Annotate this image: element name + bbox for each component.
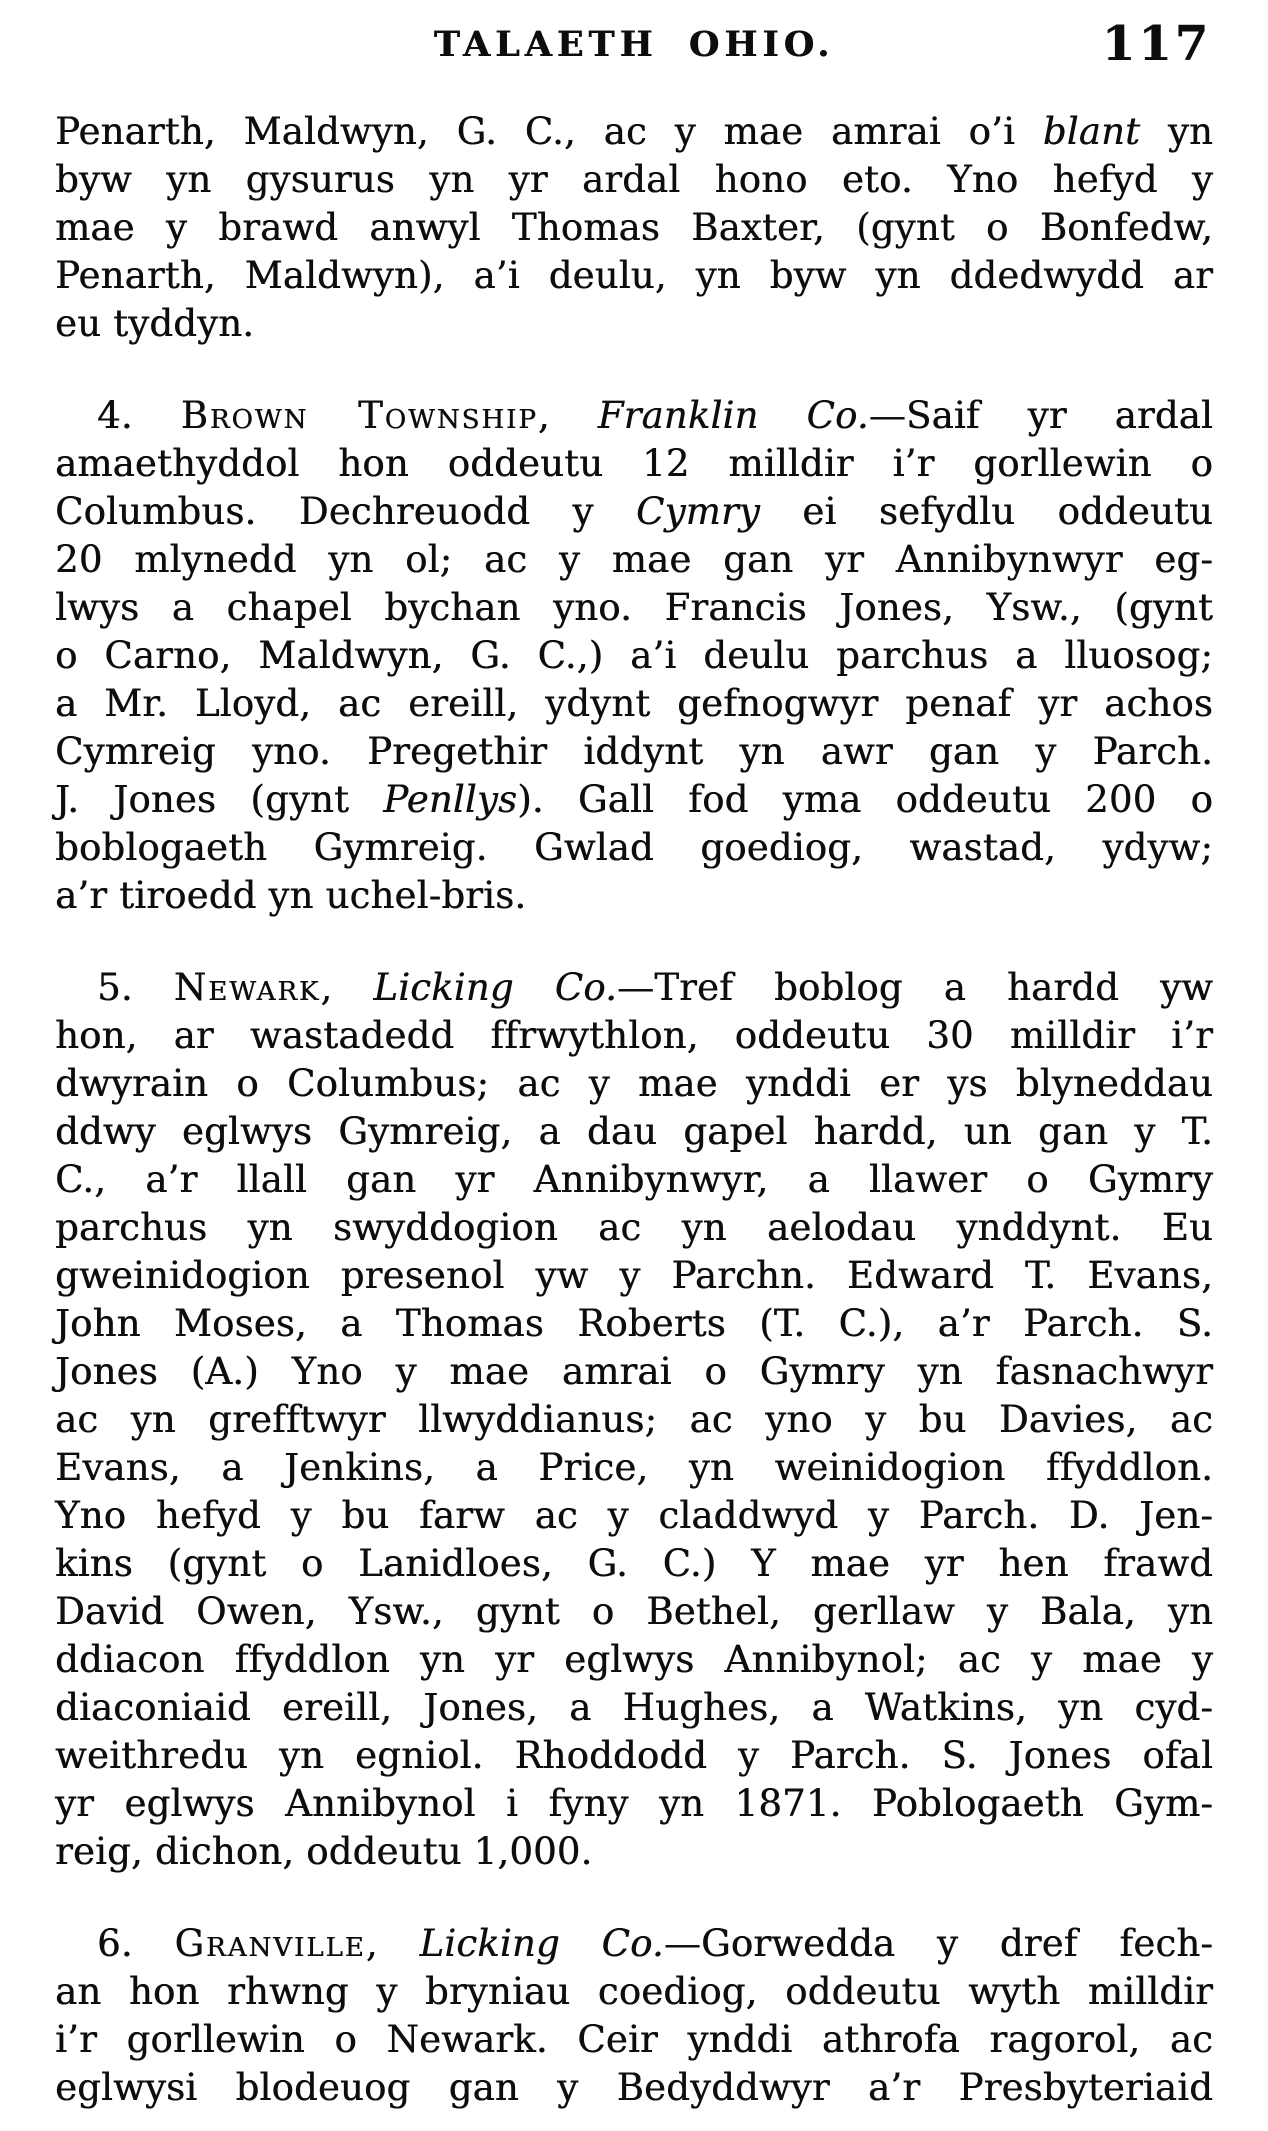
text-line <box>55 1012 1213 1060</box>
body-text: David Owen, Ysw., gynt o Bethel, gerllaw y Bala, yn <box>55 1590 1213 1633</box>
text-line <box>55 1780 1213 1828</box>
text-line <box>55 1828 1213 1876</box>
body-text: o Carno, Maldwyn, G. C.,) a’i deulu parchus a lluosog; <box>55 634 1213 677</box>
body-text: amaethyddol hon oddeutu 12 milldir i’r gorllewin o <box>55 442 1213 485</box>
text-line <box>55 1636 1213 1684</box>
body-text: John Moses, a Thomas Roberts (T. C.), a’r Parch. S. <box>55 1302 1213 1345</box>
text-line <box>55 584 1213 632</box>
paragraph-section-5-newark <box>55 964 1213 1876</box>
text-line <box>55 1348 1213 1396</box>
body-text: hon, ar wastadedd ffrwythlon, oddeutu 30 milldir i’r <box>55 1014 1213 1057</box>
body-text: J. Jones (gynt <box>55 778 384 821</box>
text-line <box>55 1252 1213 1300</box>
text-line <box>55 156 1213 204</box>
text-line <box>55 872 1213 920</box>
text-line <box>55 2016 1213 2064</box>
body-text: lwys a chapel bychan yno. Francis Jones, Ysw., (gynt <box>55 586 1213 629</box>
body-text: i’r gorllewin o Newark. Ceir ynddi athrofa ragorol, ac <box>55 2018 1213 2061</box>
text-line <box>55 1204 1213 1252</box>
body-text: weithredu yn egniol. Rhoddodd y Parch. S. Jones ofal <box>55 1734 1213 1777</box>
body-text: mae y brawd anwyl Thomas Baxter, (gynt o Bonfedw, <box>55 206 1213 249</box>
body-text: ac yn grefftwyr llwyddianus; ac yno y bu Davies, ac <box>55 1398 1213 1441</box>
text-line <box>55 1444 1213 1492</box>
italic-text: Franklin Co. <box>597 394 869 437</box>
text-line <box>55 204 1213 252</box>
body-text: Yno hefyd y bu farw ac y claddwyd y Parch. D. Jen- <box>55 1494 1213 1537</box>
body-text: eglwysi blodeuog gan y Bedyddwyr a’r Presbyteriaid <box>55 2066 1213 2109</box>
body-text: a’r tiroedd yn uchel-bris. <box>55 874 527 917</box>
text-line <box>55 1920 1213 1968</box>
page-number: 117 <box>1101 16 1211 72</box>
paragraph-penarth-continuation <box>55 108 1213 348</box>
body-text: , <box>365 1922 420 1965</box>
text-line <box>55 1060 1213 1108</box>
body-text: Penarth, Maldwyn, G. C., ac y mae amrai o’i <box>55 110 1043 153</box>
body-text: C., a’r llall gan yr Annibynwyr, a llawer o Gymry <box>55 1158 1213 1201</box>
body-text: yn <box>1140 110 1214 153</box>
italic-text: Penllys <box>383 778 518 821</box>
text-line <box>55 252 1213 300</box>
page-header <box>55 16 1213 80</box>
text-line <box>55 1588 1213 1636</box>
text-line <box>55 392 1213 440</box>
body-text: an hon rhwng y bryniau coediog, oddeutu wyth milldir <box>55 1970 1213 2013</box>
body-text: kins (gynt o Lanidloes, G. C.) Y mae yr hen frawd <box>55 1542 1213 1585</box>
body-text: a Mr. Lloyd, ac ereill, ydynt gefnogwyr penaf yr achos <box>55 682 1213 725</box>
body-text: gweinidogion presenol yw y Parchn. Edward T. Evans, <box>55 1254 1213 1297</box>
text-line <box>55 1108 1213 1156</box>
body-text: , <box>537 394 598 437</box>
body-text: yr eglwys Annibynol i fyny yn 1871. Poblogaeth Gym- <box>55 1782 1213 1825</box>
running-title: TALAETH OHIO. <box>433 24 835 65</box>
body-text: —Tref boblog a hardd yw <box>617 966 1213 1009</box>
text-line <box>55 2064 1213 2112</box>
text-line <box>55 300 1213 348</box>
body-text: 6. <box>97 1922 175 1965</box>
body-text: eu tyddyn. <box>55 302 255 345</box>
body-text: ei sefydlu oddeutu <box>759 490 1214 533</box>
text-line <box>55 776 1213 824</box>
text-line <box>55 440 1213 488</box>
text-line <box>55 964 1213 1012</box>
italic-text: Licking Co. <box>373 966 617 1009</box>
body-text: ddiacon ffyddlon yn yr eglwys Annibynol; ac y mae y <box>55 1638 1213 1681</box>
page-body <box>55 108 1213 2112</box>
smallcaps-heading-text: Newark <box>173 966 321 1009</box>
smallcaps-heading-text: Brown Township <box>180 394 538 437</box>
text-line <box>55 632 1213 680</box>
body-text: —Gorwedda y dref fech- <box>663 1922 1213 1965</box>
paragraph-section-6-granville <box>55 1920 1213 2112</box>
body-text: Cymreig yno. Pregethir iddynt yn awr gan y Parch. <box>55 730 1213 773</box>
body-text: Columbus. Dechreuodd y <box>55 490 636 533</box>
text-line <box>55 488 1213 536</box>
body-text: Penarth, Maldwyn), a’i deulu, yn byw yn ddedwydd ar <box>55 254 1213 297</box>
text-line <box>55 824 1213 872</box>
italic-text: Cymry <box>635 490 760 533</box>
text-line <box>55 1396 1213 1444</box>
body-text: boblogaeth Gymreig. Gwlad goediog, wastad, ydyw; <box>55 826 1213 869</box>
text-line <box>55 1540 1213 1588</box>
body-text: ddwy eglwys Gymreig, a dau gapel hardd, un gan y T. <box>55 1110 1213 1153</box>
body-text: reig, dichon, oddeutu 1,000. <box>55 1830 593 1873</box>
italic-text: blant <box>1042 110 1141 153</box>
text-line <box>55 1156 1213 1204</box>
paragraph-section-4-brown-township <box>55 392 1213 920</box>
text-line <box>55 1732 1213 1780</box>
text-line <box>55 1684 1213 1732</box>
body-text: Evans, a Jenkins, a Price, yn weinidogion ffyddlon. <box>55 1446 1213 1489</box>
body-text: 20 mlynedd yn ol; ac y mae gan yr Annibynwyr eg- <box>55 538 1213 581</box>
body-text: parchus yn swyddogion ac yn aelodau ynddynt. Eu <box>55 1206 1213 1249</box>
body-text: 4. <box>97 394 181 437</box>
smallcaps-heading-text: Granville <box>174 1922 366 1965</box>
body-text: ). Gall fod yma oddeutu 200 o <box>517 778 1213 821</box>
body-text: —Saif yr ardal <box>868 394 1213 437</box>
text-line <box>55 728 1213 776</box>
body-text: Jones (A.) Yno y mae amrai o Gymry yn fasnachwyr <box>55 1350 1213 1393</box>
text-line <box>55 536 1213 584</box>
body-text: diaconiaid ereill, Jones, a Hughes, a Watkins, yn cyd- <box>55 1686 1213 1729</box>
text-line <box>55 1968 1213 2016</box>
body-text: dwyrain o Columbus; ac y mae ynddi er ys blyneddau <box>55 1062 1213 1105</box>
text-line <box>55 108 1213 156</box>
body-text: byw yn gysurus yn yr ardal hono eto. Yno hefyd y <box>55 158 1213 201</box>
body-text: 5. <box>97 966 174 1009</box>
text-line <box>55 1300 1213 1348</box>
body-text: , <box>320 966 374 1009</box>
text-line <box>55 1492 1213 1540</box>
italic-text: Licking Co. <box>419 1922 664 1965</box>
text-line <box>55 680 1213 728</box>
